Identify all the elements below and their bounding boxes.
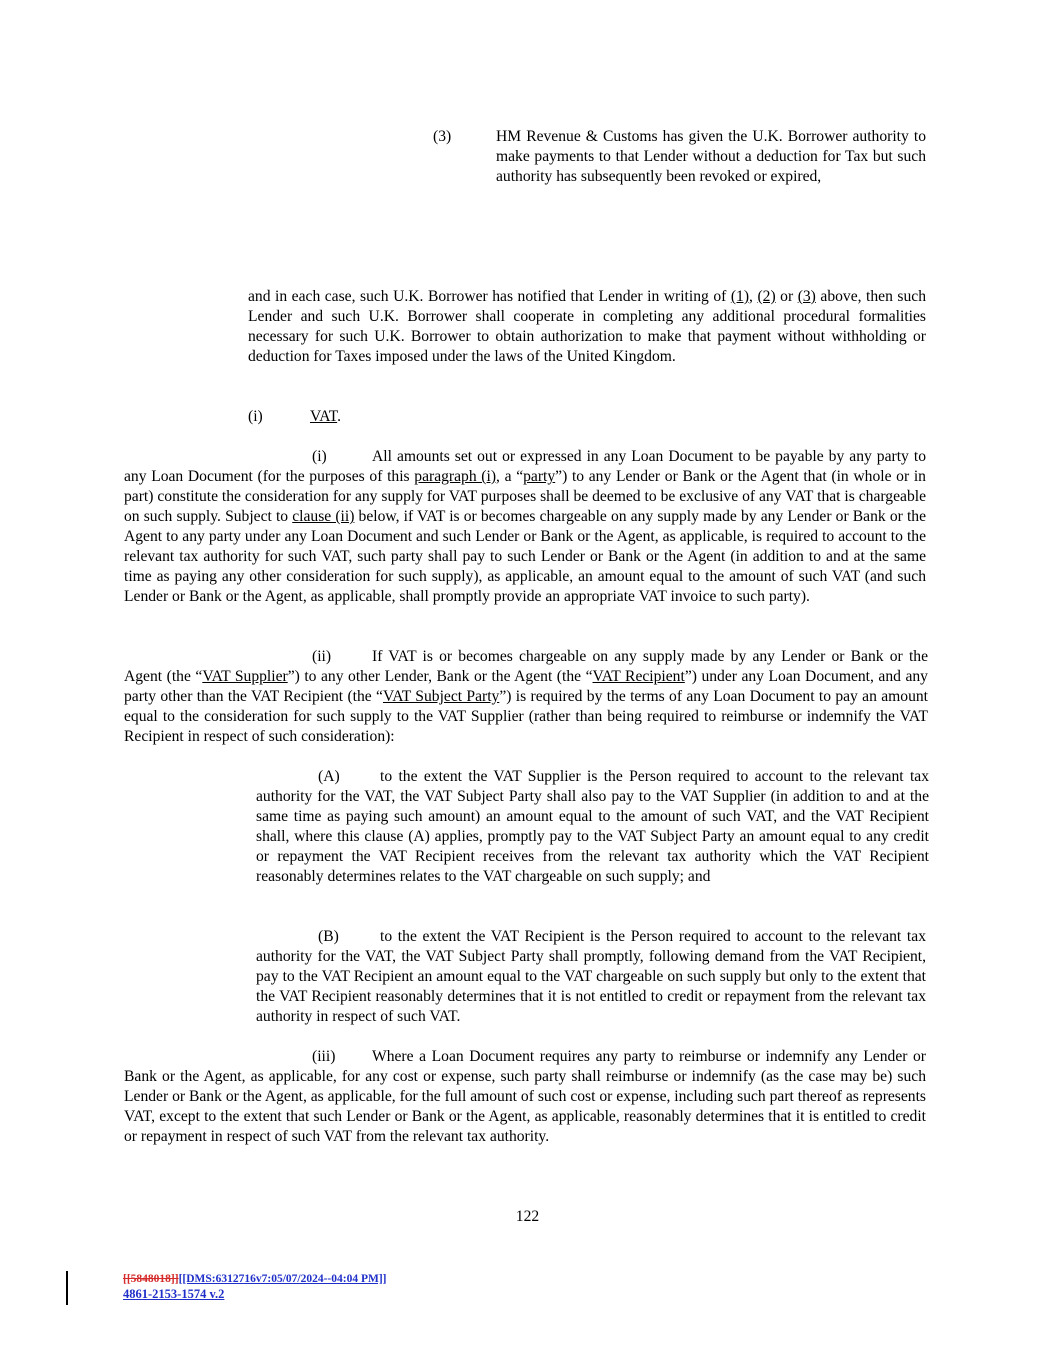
text-run: above, then such Lender and such U.K. Borrower shall cooperate in completing any additional procedural formalities necessary for such U.K. Borrower to obtain authorization to make that payment without withholding or deduction for Taxes imposed under the laws of the United Kingdom. (248, 288, 926, 365)
item-3-number: (3) (433, 128, 452, 145)
clause-ii-ref-link[interactable]: clause (ii) (292, 508, 355, 525)
item-3-text: HM Revenue & Customs has given the U.K. Borrower authority to make payments to that Lender without a deduction for Tax but such authority has subsequently been revoked or expired, (496, 128, 926, 185)
clause-b-text: to the extent the VAT Recipient is the Person required to account to the relevant tax authority for the VAT, the VAT Subject Party shall promptly, following demand from the VAT Recipient, pay to the VAT Recipient an amount equal to the VAT chargeable on such supply but only to the extent that the VAT Recipient reasonably determines that it is not entitled to credit or repayment from the relevant tax authority in respect of such VAT. (256, 928, 926, 1025)
footer-deleted-id: [[5848018]] (123, 1273, 179, 1285)
footer-inserted-id: [[DMS:6312716v7:05/07/2024--04:04 PM]] (178, 1273, 387, 1285)
text-run: ”) is required by the terms of any Loan Document to pay an amount equal to the consideration for such supply to the VAT Supplier (rather than being required to reimburse or indemnify the VAT Recipient in respect of such consideration): (124, 688, 928, 745)
vat-heading-number: (i) (248, 408, 263, 425)
paragraph-iii-text: Where a Loan Document requires any party to reimburse or indemnify any Lender or Bank or the Agent, as applicable, for any cost or expense, such party shall reimburse or indemnify (as the case may be) such Lender or Bank or the Agent, as applicable, for the full amount of such cost or expense, including such part thereof as represents VAT, except to the extent that such Lender or Bank or the Agent, as applicable, reasonably determines that it is entitled to credit or repayment in respect of such VAT from the relevant tax authority. (124, 1048, 926, 1145)
clause-a (256, 767, 929, 887)
document-footer (123, 1272, 387, 1302)
paragraph-i (124, 447, 926, 607)
paragraph-i-ref-link[interactable]: paragraph (i) (414, 468, 497, 485)
ref-2-link[interactable]: (2) (757, 288, 776, 305)
paragraph-ii-number: (ii) (312, 648, 332, 665)
paragraph-ii (124, 647, 928, 747)
text-run: ”) to any Lender or Bank or the Agent that (in whole or in part) constitute the consideration for any supply for VAT purposes shall be deemed to be exclusive of any VAT that is chargeable on such supply. Subject to (124, 468, 926, 525)
text-run: below, if VAT is or becomes chargeable on any supply made by any Lender or Bank or the Agent to any party under any Loan Document and such Lender or Bank or the Agent, as applicable, is required to account to the relevant tax authority for such VAT, such party shall pay to such Lender or Bank or the Agent (in addition to and at the same time as paying any other consideration for such supply), as applicable, an amount equal to the amount of such VAT (and such Lender or Bank or the Agent, as applicable, shall promptly provide an appropriate VAT invoice to such party). (124, 508, 927, 605)
vat-heading (310, 407, 341, 427)
clause-a-number: (A) (318, 768, 340, 785)
text-run: , (749, 288, 758, 305)
text-run: ”) under any Loan Document, and any party other than the VAT Recipient (the “ (124, 668, 928, 705)
text-run: , a “ (496, 468, 524, 485)
paragraph-i-number: (i) (312, 448, 327, 465)
paragraph-iii-number: (iii) (312, 1048, 336, 1065)
ref-1-link[interactable]: (1) (730, 288, 750, 305)
ref-3-link[interactable]: (3) (797, 288, 816, 305)
paragraph-iii (124, 1047, 926, 1147)
clause-a-text: to the extent the VAT Supplier is the Person required to account to the relevant tax authority for the VAT, the VAT Subject Party shall also pay to the VAT Supplier (in addition to and at the same time as paying such amount) an amount equal to the amount of such VAT, and the VAT Recipient shall, where this clause (A) applies, promptly pay to the VAT Subject Party an amount equal to any credit or repayment the VAT Recipient receives from the relevant tax authority which the VAT Recipient reasonably determines relates to the VAT chargeable on such supply; and (256, 768, 929, 885)
vat-supplier-defined-term: VAT Supplier (202, 668, 288, 685)
vat-subject-party-defined-term: VAT Subject Party (382, 688, 500, 705)
text-run: All amounts set out or expressed in any Loan Document to be payable by any party to any Loan Document (for the purposes of this (124, 448, 926, 485)
text-run: or (775, 288, 798, 305)
page-number: 122 (515, 1208, 540, 1225)
text-run: ”) to any other Lender, Bank or the Agent (the “ (287, 668, 593, 685)
vat-heading-title: VAT (310, 408, 338, 425)
footer-dms-line (123, 1272, 387, 1287)
vat-heading-dot: . (337, 408, 342, 425)
text-run: and in each case, such U.K. Borrower has notified that Lender in writing of (248, 288, 731, 305)
text-run: If VAT is or becomes chargeable on any supply made by any Lender or Bank or the Agent (the “ (124, 648, 928, 685)
clause-b-number: (B) (318, 928, 339, 945)
party-defined-term: party (523, 468, 556, 485)
footer-doc-id: 4861-2153-1574 v.2 (123, 1287, 225, 1301)
vat-recipient-defined-term: VAT Recipient (592, 668, 685, 685)
change-bar (66, 1271, 68, 1305)
and-each-case-paragraph (248, 287, 926, 367)
clause-b (256, 927, 926, 1027)
